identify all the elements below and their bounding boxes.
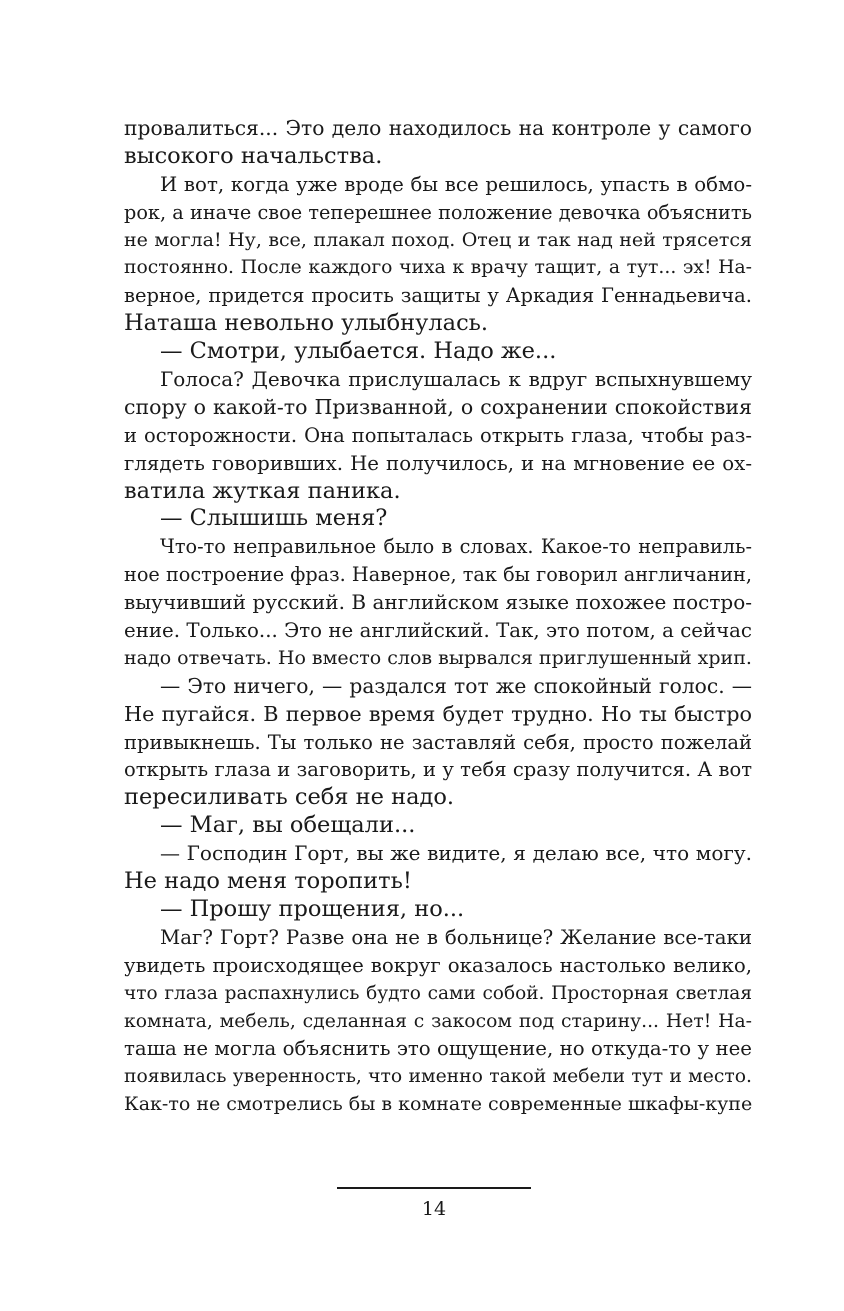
- text-line: привыкнешь. Ты только не заставляй себя, просто пожелай: [124, 730, 752, 754]
- text-line: глядеть говоривших. Не получилось, и на мгновение ее ох-: [124, 451, 752, 475]
- text-line: появилась уверенность, что именно такой мебели тут и место.: [124, 1066, 752, 1088]
- text-line: выучивший русский. В английском языке похожее постро-: [124, 590, 752, 615]
- text-line: высокого начальства.: [124, 142, 383, 169]
- text-line: увидеть происходящее вокруг оказалось настолько велико,: [124, 953, 752, 977]
- text-line: — Это ничего, — раздался тот же спокойный голос. —: [160, 673, 752, 698]
- text-line: и осторожности. Она попыталась открыть глаза, чтобы раз-: [124, 423, 752, 447]
- text-line: ватила жуткая паника.: [124, 477, 401, 504]
- text-line: ное построение фраз. Наверное, так бы говорил англичанин,: [124, 563, 752, 587]
- text-line: — Маг, вы обещали...: [160, 812, 416, 839]
- text-line: Не пугайся. В первое время будет трудно. Но ты быстро: [124, 701, 752, 726]
- text-line: открыть глаза и заговорить, и у тебя сразу получится. А вот: [124, 758, 752, 782]
- text-line: спору о какой-то Призванной, о сохранении спокойствия: [124, 394, 752, 419]
- text-line: И вот, когда уже вроде бы все решилось, упасть в обмо-: [160, 172, 752, 196]
- footer-rule: [337, 1187, 531, 1189]
- text-line: пересиливать себя не надо.: [124, 784, 455, 811]
- text-line: верное, придется просить защиты у Аркадия Геннадьевича.: [124, 284, 752, 308]
- text-line: что глаза распахнулись будто сами собой. Просторная светлая: [124, 982, 752, 1004]
- text-line: провалиться... Это дело находилось на контроле у самого: [124, 116, 752, 140]
- text-line: не могла! Ну, все, плакал поход. Отец и так над ней трясется: [124, 228, 752, 251]
- text-line: — Смотри, улыбается. Надо же...: [160, 338, 557, 365]
- text-line: — Господин Горт, вы же видите, я делаю все, что могу.: [160, 841, 752, 866]
- text-line: Маг? Горт? Разве она не в больнице? Желание все-таки: [160, 925, 752, 949]
- text-line: надо отвечать. Но вместо слов вырвался приглушенный хрип.: [124, 646, 752, 669]
- page-body: [124, 115, 752, 1119]
- text-line: ение. Только... Это не английский. Так, это потом, а сейчас: [124, 619, 752, 643]
- text-line: постоянно. После каждого чиха к врачу тащит, а тут... эх! На-: [124, 257, 752, 279]
- text-line: Что-то неправильное было в словах. Какое-то неправиль-: [160, 535, 752, 559]
- text-line: рок, а иначе свое теперешнее положение девочка объяснить: [124, 200, 752, 224]
- text-line: Наташа невольно улыбнулась.: [124, 310, 489, 337]
- text-line: — Прошу прощения, но...: [160, 895, 465, 922]
- text-line: таша не могла объяснить это ощущение, но откуда-то у нее: [124, 1037, 752, 1061]
- page-number: 14: [421, 1198, 447, 1220]
- text-line: Не надо меня торопить!: [124, 868, 412, 895]
- text-line: Как-то не смотрелись бы в комнате современные шкафы-купе: [124, 1093, 752, 1116]
- text-line: комната, мебель, сделанная с закосом под старину... Нет! На-: [124, 1010, 752, 1032]
- text-line: — Слышишь меня?: [160, 505, 388, 532]
- text-line: Голоса? Девочка прислушалась к вдруг вспыхнувшему: [160, 367, 752, 392]
